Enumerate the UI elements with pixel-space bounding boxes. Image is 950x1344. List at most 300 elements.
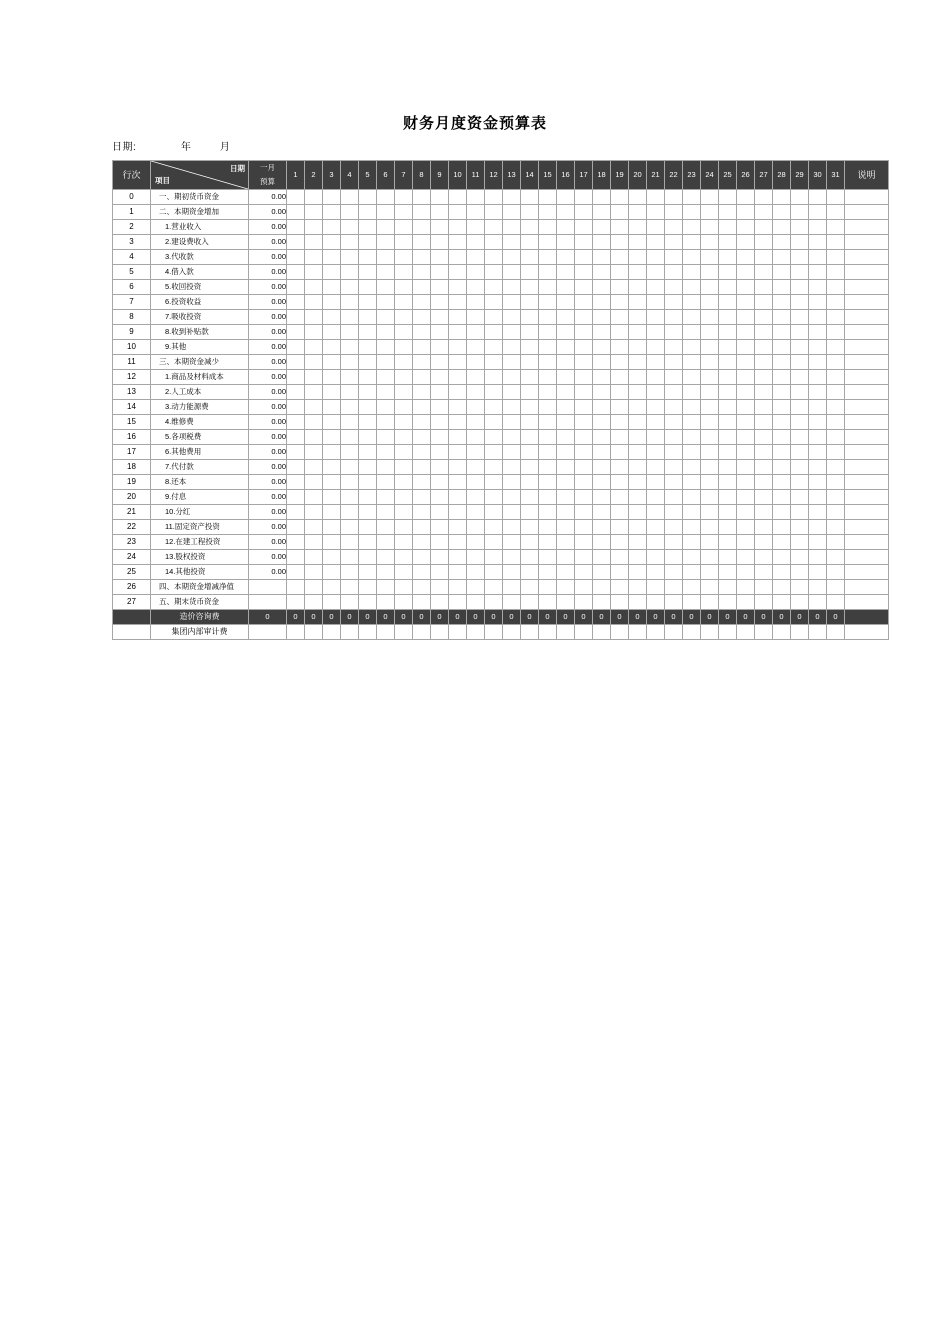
row-note-cell[interactable] [845, 370, 889, 385]
day-cell-28[interactable] [773, 205, 791, 220]
day-cell-31[interactable] [827, 505, 845, 520]
footer-day-cell-8[interactable] [413, 625, 431, 640]
day-cell-29[interactable] [791, 220, 809, 235]
day-cell-25[interactable] [719, 400, 737, 415]
day-cell-10[interactable] [449, 235, 467, 250]
row-note-cell[interactable] [845, 505, 889, 520]
day-cell-16[interactable] [557, 535, 575, 550]
day-cell-30[interactable] [809, 205, 827, 220]
day-cell-7[interactable] [395, 205, 413, 220]
day-cell-28[interactable] [773, 475, 791, 490]
day-cell-20[interactable] [629, 250, 647, 265]
day-cell-4[interactable] [341, 475, 359, 490]
day-cell-27[interactable] [755, 265, 773, 280]
day-cell-31[interactable] [827, 445, 845, 460]
row-note-cell[interactable] [845, 295, 889, 310]
row-budget-cell[interactable]: 0.00 [249, 295, 287, 310]
day-cell-19[interactable] [611, 220, 629, 235]
summary-day-cell-7[interactable]: 0 [395, 610, 413, 625]
day-cell-24[interactable] [701, 595, 719, 610]
day-cell-7[interactable] [395, 340, 413, 355]
day-cell-4[interactable] [341, 400, 359, 415]
day-cell-12[interactable] [485, 265, 503, 280]
day-cell-13[interactable] [503, 565, 521, 580]
day-cell-24[interactable] [701, 580, 719, 595]
day-cell-3[interactable] [323, 265, 341, 280]
day-cell-14[interactable] [521, 445, 539, 460]
day-cell-24[interactable] [701, 295, 719, 310]
day-cell-19[interactable] [611, 475, 629, 490]
day-cell-9[interactable] [431, 565, 449, 580]
day-cell-29[interactable] [791, 595, 809, 610]
day-cell-13[interactable] [503, 325, 521, 340]
day-cell-11[interactable] [467, 325, 485, 340]
day-cell-24[interactable] [701, 445, 719, 460]
day-cell-15[interactable] [539, 205, 557, 220]
day-cell-25[interactable] [719, 535, 737, 550]
day-cell-10[interactable] [449, 490, 467, 505]
day-cell-6[interactable] [377, 520, 395, 535]
day-cell-29[interactable] [791, 520, 809, 535]
day-cell-15[interactable] [539, 325, 557, 340]
day-cell-8[interactable] [413, 220, 431, 235]
day-cell-22[interactable] [665, 595, 683, 610]
day-cell-26[interactable] [737, 460, 755, 475]
day-cell-22[interactable] [665, 310, 683, 325]
day-cell-12[interactable] [485, 190, 503, 205]
day-cell-20[interactable] [629, 430, 647, 445]
day-cell-30[interactable] [809, 385, 827, 400]
day-cell-13[interactable] [503, 235, 521, 250]
day-cell-23[interactable] [683, 430, 701, 445]
day-cell-27[interactable] [755, 550, 773, 565]
day-cell-24[interactable] [701, 550, 719, 565]
day-cell-10[interactable] [449, 265, 467, 280]
day-cell-21[interactable] [647, 565, 665, 580]
day-cell-6[interactable] [377, 550, 395, 565]
day-cell-5[interactable] [359, 430, 377, 445]
day-cell-22[interactable] [665, 235, 683, 250]
day-cell-1[interactable] [287, 535, 305, 550]
day-cell-16[interactable] [557, 310, 575, 325]
day-cell-23[interactable] [683, 220, 701, 235]
summary-day-cell-12[interactable]: 0 [485, 610, 503, 625]
day-cell-13[interactable] [503, 475, 521, 490]
day-cell-9[interactable] [431, 415, 449, 430]
day-cell-28[interactable] [773, 385, 791, 400]
day-cell-5[interactable] [359, 310, 377, 325]
day-cell-7[interactable] [395, 310, 413, 325]
day-cell-19[interactable] [611, 535, 629, 550]
summary-day-cell-27[interactable]: 0 [755, 610, 773, 625]
row-note-cell[interactable] [845, 235, 889, 250]
day-cell-30[interactable] [809, 220, 827, 235]
day-cell-25[interactable] [719, 205, 737, 220]
day-cell-14[interactable] [521, 580, 539, 595]
day-cell-18[interactable] [593, 280, 611, 295]
day-cell-9[interactable] [431, 550, 449, 565]
footer-budget-cell[interactable] [249, 625, 287, 640]
summary-day-cell-2[interactable]: 0 [305, 610, 323, 625]
day-cell-30[interactable] [809, 325, 827, 340]
day-cell-8[interactable] [413, 535, 431, 550]
day-cell-4[interactable] [341, 265, 359, 280]
day-cell-24[interactable] [701, 370, 719, 385]
row-budget-cell[interactable]: 0.00 [249, 475, 287, 490]
day-cell-30[interactable] [809, 190, 827, 205]
row-note-cell[interactable] [845, 385, 889, 400]
row-note-cell[interactable] [845, 355, 889, 370]
day-cell-4[interactable] [341, 370, 359, 385]
day-cell-1[interactable] [287, 355, 305, 370]
day-cell-4[interactable] [341, 280, 359, 295]
summary-day-cell-11[interactable]: 0 [467, 610, 485, 625]
day-cell-6[interactable] [377, 460, 395, 475]
day-cell-22[interactable] [665, 490, 683, 505]
day-cell-27[interactable] [755, 355, 773, 370]
day-cell-21[interactable] [647, 280, 665, 295]
day-cell-16[interactable] [557, 430, 575, 445]
day-cell-24[interactable] [701, 460, 719, 475]
day-cell-5[interactable] [359, 325, 377, 340]
day-cell-26[interactable] [737, 325, 755, 340]
day-cell-7[interactable] [395, 325, 413, 340]
day-cell-11[interactable] [467, 235, 485, 250]
day-cell-4[interactable] [341, 535, 359, 550]
day-cell-17[interactable] [575, 385, 593, 400]
day-cell-24[interactable] [701, 325, 719, 340]
day-cell-31[interactable] [827, 460, 845, 475]
day-cell-2[interactable] [305, 370, 323, 385]
footer-day-cell-1[interactable] [287, 625, 305, 640]
day-cell-16[interactable] [557, 415, 575, 430]
day-cell-3[interactable] [323, 310, 341, 325]
day-cell-20[interactable] [629, 265, 647, 280]
footer-day-cell-12[interactable] [485, 625, 503, 640]
day-cell-11[interactable] [467, 490, 485, 505]
row-note-cell[interactable] [845, 205, 889, 220]
footer-day-cell-2[interactable] [305, 625, 323, 640]
day-cell-13[interactable] [503, 445, 521, 460]
day-cell-15[interactable] [539, 445, 557, 460]
day-cell-15[interactable] [539, 430, 557, 445]
day-cell-12[interactable] [485, 340, 503, 355]
day-cell-31[interactable] [827, 475, 845, 490]
day-cell-4[interactable] [341, 310, 359, 325]
footer-day-cell-4[interactable] [341, 625, 359, 640]
day-cell-28[interactable] [773, 580, 791, 595]
day-cell-3[interactable] [323, 190, 341, 205]
day-cell-17[interactable] [575, 535, 593, 550]
day-cell-30[interactable] [809, 520, 827, 535]
summary-day-cell-30[interactable]: 0 [809, 610, 827, 625]
day-cell-29[interactable] [791, 310, 809, 325]
day-cell-23[interactable] [683, 535, 701, 550]
day-cell-27[interactable] [755, 250, 773, 265]
day-cell-3[interactable] [323, 400, 341, 415]
day-cell-13[interactable] [503, 190, 521, 205]
day-cell-18[interactable] [593, 295, 611, 310]
day-cell-30[interactable] [809, 235, 827, 250]
day-cell-2[interactable] [305, 385, 323, 400]
day-cell-19[interactable] [611, 310, 629, 325]
day-cell-18[interactable] [593, 400, 611, 415]
day-cell-15[interactable] [539, 460, 557, 475]
day-cell-8[interactable] [413, 460, 431, 475]
day-cell-1[interactable] [287, 235, 305, 250]
day-cell-25[interactable] [719, 235, 737, 250]
day-cell-21[interactable] [647, 400, 665, 415]
day-cell-6[interactable] [377, 205, 395, 220]
day-cell-1[interactable] [287, 310, 305, 325]
day-cell-16[interactable] [557, 340, 575, 355]
day-cell-17[interactable] [575, 220, 593, 235]
footer-day-cell-9[interactable] [431, 625, 449, 640]
day-cell-10[interactable] [449, 535, 467, 550]
day-cell-3[interactable] [323, 535, 341, 550]
day-cell-21[interactable] [647, 340, 665, 355]
row-note-cell[interactable] [845, 220, 889, 235]
day-cell-24[interactable] [701, 490, 719, 505]
summary-day-cell-13[interactable]: 0 [503, 610, 521, 625]
day-cell-9[interactable] [431, 520, 449, 535]
day-cell-20[interactable] [629, 580, 647, 595]
day-cell-16[interactable] [557, 325, 575, 340]
day-cell-21[interactable] [647, 505, 665, 520]
day-cell-10[interactable] [449, 385, 467, 400]
day-cell-5[interactable] [359, 565, 377, 580]
day-cell-14[interactable] [521, 205, 539, 220]
day-cell-21[interactable] [647, 385, 665, 400]
summary-day-cell-6[interactable]: 0 [377, 610, 395, 625]
day-cell-2[interactable] [305, 505, 323, 520]
day-cell-23[interactable] [683, 250, 701, 265]
day-cell-4[interactable] [341, 490, 359, 505]
day-cell-31[interactable] [827, 385, 845, 400]
day-cell-9[interactable] [431, 235, 449, 250]
day-cell-24[interactable] [701, 400, 719, 415]
day-cell-14[interactable] [521, 535, 539, 550]
day-cell-15[interactable] [539, 475, 557, 490]
day-cell-25[interactable] [719, 340, 737, 355]
footer-note-cell[interactable] [845, 625, 889, 640]
day-cell-25[interactable] [719, 220, 737, 235]
day-cell-1[interactable] [287, 505, 305, 520]
day-cell-25[interactable] [719, 370, 737, 385]
day-cell-17[interactable] [575, 550, 593, 565]
day-cell-29[interactable] [791, 400, 809, 415]
day-cell-8[interactable] [413, 520, 431, 535]
day-cell-21[interactable] [647, 595, 665, 610]
day-cell-23[interactable] [683, 595, 701, 610]
day-cell-22[interactable] [665, 280, 683, 295]
day-cell-14[interactable] [521, 595, 539, 610]
day-cell-9[interactable] [431, 310, 449, 325]
summary-day-cell-15[interactable]: 0 [539, 610, 557, 625]
day-cell-29[interactable] [791, 550, 809, 565]
row-budget-cell[interactable]: 0.00 [249, 490, 287, 505]
day-cell-28[interactable] [773, 490, 791, 505]
day-cell-14[interactable] [521, 400, 539, 415]
day-cell-28[interactable] [773, 550, 791, 565]
day-cell-29[interactable] [791, 340, 809, 355]
day-cell-16[interactable] [557, 370, 575, 385]
day-cell-3[interactable] [323, 385, 341, 400]
footer-day-cell-26[interactable] [737, 625, 755, 640]
day-cell-15[interactable] [539, 280, 557, 295]
day-cell-3[interactable] [323, 220, 341, 235]
day-cell-13[interactable] [503, 460, 521, 475]
day-cell-5[interactable] [359, 535, 377, 550]
day-cell-11[interactable] [467, 310, 485, 325]
day-cell-27[interactable] [755, 235, 773, 250]
day-cell-24[interactable] [701, 415, 719, 430]
summary-day-cell-25[interactable]: 0 [719, 610, 737, 625]
day-cell-25[interactable] [719, 250, 737, 265]
day-cell-27[interactable] [755, 595, 773, 610]
day-cell-29[interactable] [791, 565, 809, 580]
day-cell-29[interactable] [791, 505, 809, 520]
day-cell-25[interactable] [719, 475, 737, 490]
day-cell-13[interactable] [503, 595, 521, 610]
footer-day-cell-5[interactable] [359, 625, 377, 640]
day-cell-17[interactable] [575, 580, 593, 595]
day-cell-24[interactable] [701, 265, 719, 280]
row-note-cell[interactable] [845, 430, 889, 445]
day-cell-11[interactable] [467, 520, 485, 535]
day-cell-7[interactable] [395, 415, 413, 430]
day-cell-26[interactable] [737, 580, 755, 595]
day-cell-27[interactable] [755, 400, 773, 415]
day-cell-3[interactable] [323, 565, 341, 580]
row-budget-cell[interactable]: 0.00 [249, 520, 287, 535]
day-cell-10[interactable] [449, 430, 467, 445]
day-cell-12[interactable] [485, 580, 503, 595]
day-cell-28[interactable] [773, 460, 791, 475]
day-cell-22[interactable] [665, 550, 683, 565]
day-cell-3[interactable] [323, 490, 341, 505]
day-cell-31[interactable] [827, 565, 845, 580]
footer-day-cell-3[interactable] [323, 625, 341, 640]
day-cell-3[interactable] [323, 520, 341, 535]
day-cell-2[interactable] [305, 430, 323, 445]
day-cell-15[interactable] [539, 235, 557, 250]
day-cell-16[interactable] [557, 595, 575, 610]
row-budget-cell[interactable]: 0.00 [249, 400, 287, 415]
day-cell-16[interactable] [557, 295, 575, 310]
day-cell-1[interactable] [287, 490, 305, 505]
day-cell-27[interactable] [755, 205, 773, 220]
day-cell-18[interactable] [593, 265, 611, 280]
day-cell-28[interactable] [773, 400, 791, 415]
day-cell-19[interactable] [611, 445, 629, 460]
day-cell-2[interactable] [305, 550, 323, 565]
day-cell-4[interactable] [341, 355, 359, 370]
day-cell-14[interactable] [521, 430, 539, 445]
day-cell-1[interactable] [287, 205, 305, 220]
day-cell-15[interactable] [539, 190, 557, 205]
footer-day-cell-18[interactable] [593, 625, 611, 640]
day-cell-27[interactable] [755, 520, 773, 535]
day-cell-11[interactable] [467, 595, 485, 610]
day-cell-1[interactable] [287, 325, 305, 340]
summary-day-cell-3[interactable]: 0 [323, 610, 341, 625]
day-cell-3[interactable] [323, 415, 341, 430]
day-cell-23[interactable] [683, 415, 701, 430]
row-note-cell[interactable] [845, 400, 889, 415]
day-cell-21[interactable] [647, 235, 665, 250]
day-cell-29[interactable] [791, 265, 809, 280]
day-cell-29[interactable] [791, 430, 809, 445]
day-cell-10[interactable] [449, 445, 467, 460]
day-cell-16[interactable] [557, 385, 575, 400]
day-cell-3[interactable] [323, 235, 341, 250]
day-cell-20[interactable] [629, 445, 647, 460]
day-cell-29[interactable] [791, 370, 809, 385]
day-cell-17[interactable] [575, 445, 593, 460]
day-cell-28[interactable] [773, 355, 791, 370]
day-cell-1[interactable] [287, 520, 305, 535]
day-cell-11[interactable] [467, 295, 485, 310]
day-cell-7[interactable] [395, 190, 413, 205]
day-cell-24[interactable] [701, 475, 719, 490]
day-cell-28[interactable] [773, 220, 791, 235]
day-cell-23[interactable] [683, 295, 701, 310]
day-cell-18[interactable] [593, 535, 611, 550]
day-cell-26[interactable] [737, 220, 755, 235]
row-budget-cell[interactable]: 0.00 [249, 355, 287, 370]
day-cell-19[interactable] [611, 415, 629, 430]
day-cell-19[interactable] [611, 580, 629, 595]
day-cell-25[interactable] [719, 265, 737, 280]
day-cell-28[interactable] [773, 445, 791, 460]
day-cell-7[interactable] [395, 220, 413, 235]
row-note-cell[interactable] [845, 520, 889, 535]
row-note-cell[interactable] [845, 310, 889, 325]
day-cell-24[interactable] [701, 430, 719, 445]
day-cell-31[interactable] [827, 370, 845, 385]
row-note-cell[interactable] [845, 580, 889, 595]
day-cell-19[interactable] [611, 250, 629, 265]
day-cell-6[interactable] [377, 535, 395, 550]
day-cell-8[interactable] [413, 445, 431, 460]
footer-day-cell-29[interactable] [791, 625, 809, 640]
day-cell-22[interactable] [665, 535, 683, 550]
day-cell-6[interactable] [377, 505, 395, 520]
row-budget-cell[interactable] [249, 595, 287, 610]
day-cell-3[interactable] [323, 355, 341, 370]
day-cell-24[interactable] [701, 310, 719, 325]
day-cell-4[interactable] [341, 520, 359, 535]
summary-day-cell-1[interactable]: 0 [287, 610, 305, 625]
day-cell-15[interactable] [539, 385, 557, 400]
summary-day-cell-5[interactable]: 0 [359, 610, 377, 625]
day-cell-22[interactable] [665, 505, 683, 520]
day-cell-11[interactable] [467, 535, 485, 550]
day-cell-19[interactable] [611, 520, 629, 535]
day-cell-20[interactable] [629, 520, 647, 535]
summary-note-cell[interactable] [845, 610, 889, 625]
summary-budget-cell[interactable]: 0 [249, 610, 287, 625]
day-cell-27[interactable] [755, 280, 773, 295]
day-cell-14[interactable] [521, 250, 539, 265]
day-cell-7[interactable] [395, 475, 413, 490]
day-cell-25[interactable] [719, 550, 737, 565]
day-cell-2[interactable] [305, 235, 323, 250]
day-cell-11[interactable] [467, 565, 485, 580]
day-cell-31[interactable] [827, 250, 845, 265]
day-cell-26[interactable] [737, 535, 755, 550]
